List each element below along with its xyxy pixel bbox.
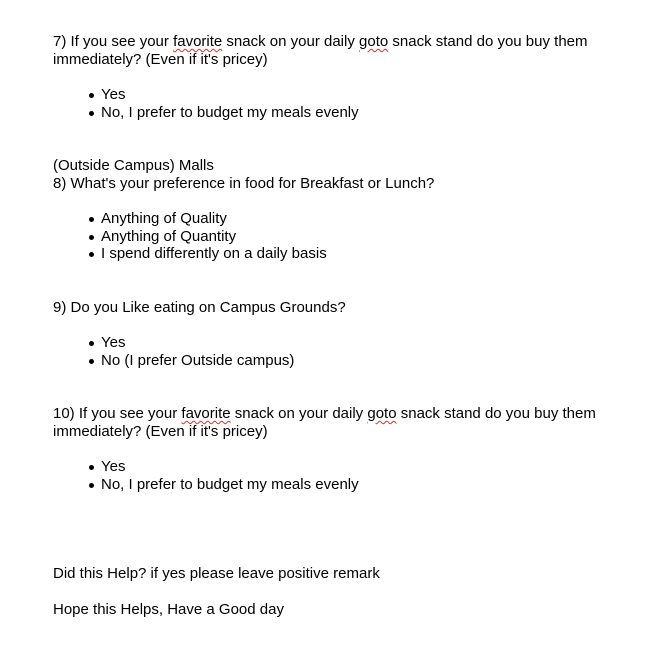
spacer	[53, 192, 633, 210]
question-10	[53, 405, 633, 440]
spacer	[53, 440, 633, 458]
spacer	[53, 68, 633, 86]
question-9-options	[53, 334, 633, 369]
question-10-text-end: snack stand do you buy them immediately? (Even if it's pricey)	[53, 405, 596, 440]
question-7-text: 7) If you see your	[53, 33, 174, 50]
document-body	[53, 33, 633, 618]
list-item: Anything of Quantity	[53, 228, 633, 246]
list-item: Yes	[53, 334, 633, 352]
list-item: No, I prefer to budget my meals evenly	[53, 476, 633, 494]
spacer	[53, 121, 633, 157]
list-item: Yes	[53, 458, 633, 476]
spacer	[53, 583, 633, 601]
spacer	[53, 263, 633, 299]
spellcheck-word-favorite: favorite	[181, 405, 231, 422]
list-item: No (I prefer Outside campus)	[53, 352, 633, 370]
spacer	[53, 316, 633, 334]
list-item: Yes	[53, 86, 633, 104]
spacer	[53, 369, 633, 405]
closing-help-text: Did this Help? if yes please leave positive remark	[53, 565, 380, 582]
question-8-options	[53, 210, 633, 263]
question-8: 8) What's your preference in food for Breakfast or Lunch?	[53, 174, 435, 192]
spacer	[53, 493, 633, 565]
question-7-text-mid: snack on your daily	[222, 33, 360, 50]
spellcheck-word-goto: goto	[359, 33, 389, 50]
list-item: Anything of Quality	[53, 210, 633, 228]
spellcheck-word-goto: goto	[367, 405, 397, 422]
question-7-options	[53, 86, 633, 121]
question-10-text-mid: snack on your daily	[230, 405, 368, 422]
question-7-text-end: snack stand do you buy them immediately? (Even if it's pricey)	[53, 33, 588, 68]
question-7	[53, 33, 633, 68]
question-10-text: 10) If you see your	[53, 405, 182, 422]
question-9: 9) Do you Like eating on Campus Grounds?	[53, 298, 346, 316]
spellcheck-word-favorite: favorite	[173, 33, 223, 50]
closing-farewell-text: Hope this Helps, Have a Good day	[53, 600, 284, 618]
question-10-options	[53, 458, 633, 493]
list-item: No, I prefer to budget my meals evenly	[53, 104, 633, 122]
list-item: I spend differently on a daily basis	[53, 245, 633, 263]
section-heading: (Outside Campus) Malls	[53, 157, 214, 174]
